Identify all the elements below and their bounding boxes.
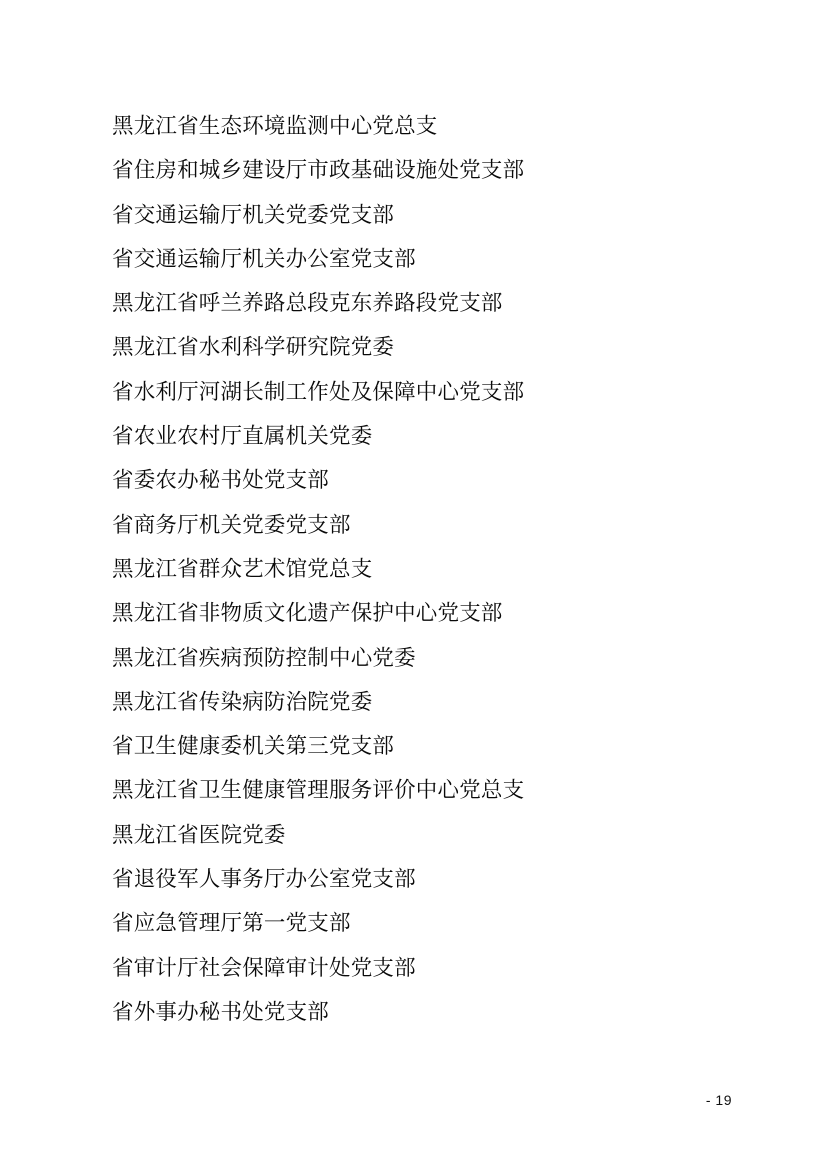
list-item: 省商务厅机关党委党支部 [112, 512, 351, 537]
document-body [112, 104, 732, 1034]
list-item: 省农业农村厅直属机关党委 [112, 424, 373, 449]
list-item: 黑龙江省传染病防治院党委 [112, 689, 373, 714]
list-item: 省委农办秘书处党支部 [112, 468, 330, 493]
list-item: 省交通运输厅机关办公室党支部 [112, 246, 416, 271]
list-item: 黑龙江省医院党委 [112, 822, 286, 847]
list-item: 省水利厅河湖长制工作处及保障中心党支部 [112, 379, 525, 404]
list-item: 省住房和城乡建设厅市政基础设施处党支部 [112, 158, 525, 183]
list-item: 省外事办秘书处党支部 [112, 999, 330, 1024]
list-item: 黑龙江省非物质文化遗产保护中心党支部 [112, 601, 503, 626]
list-item: 黑龙江省水利科学研究院党委 [112, 335, 395, 360]
list-item: 黑龙江省生态环境监测中心党总支 [112, 114, 438, 138]
list-item: 省退役军人事务厅办公室党支部 [112, 867, 416, 892]
list-item: 黑龙江省疾病预防控制中心党委 [112, 645, 416, 670]
list-item: 黑龙江省呼兰养路总段克东养路段党支部 [112, 291, 503, 316]
list-item: 省交通运输厅机关党委党支部 [112, 202, 395, 227]
list-item: 省审计厅社会保障审计处党支部 [112, 955, 416, 980]
list-item: 省应急管理厅第一党支部 [112, 911, 351, 936]
page-number: - 19 [705, 1092, 732, 1108]
list-item: 省卫生健康委机关第三党支部 [112, 734, 395, 759]
list-item: 黑龙江省卫生健康管理服务评价中心党总支 [112, 778, 525, 803]
list-item: 黑龙江省群众艺术馆党总支 [112, 556, 373, 581]
